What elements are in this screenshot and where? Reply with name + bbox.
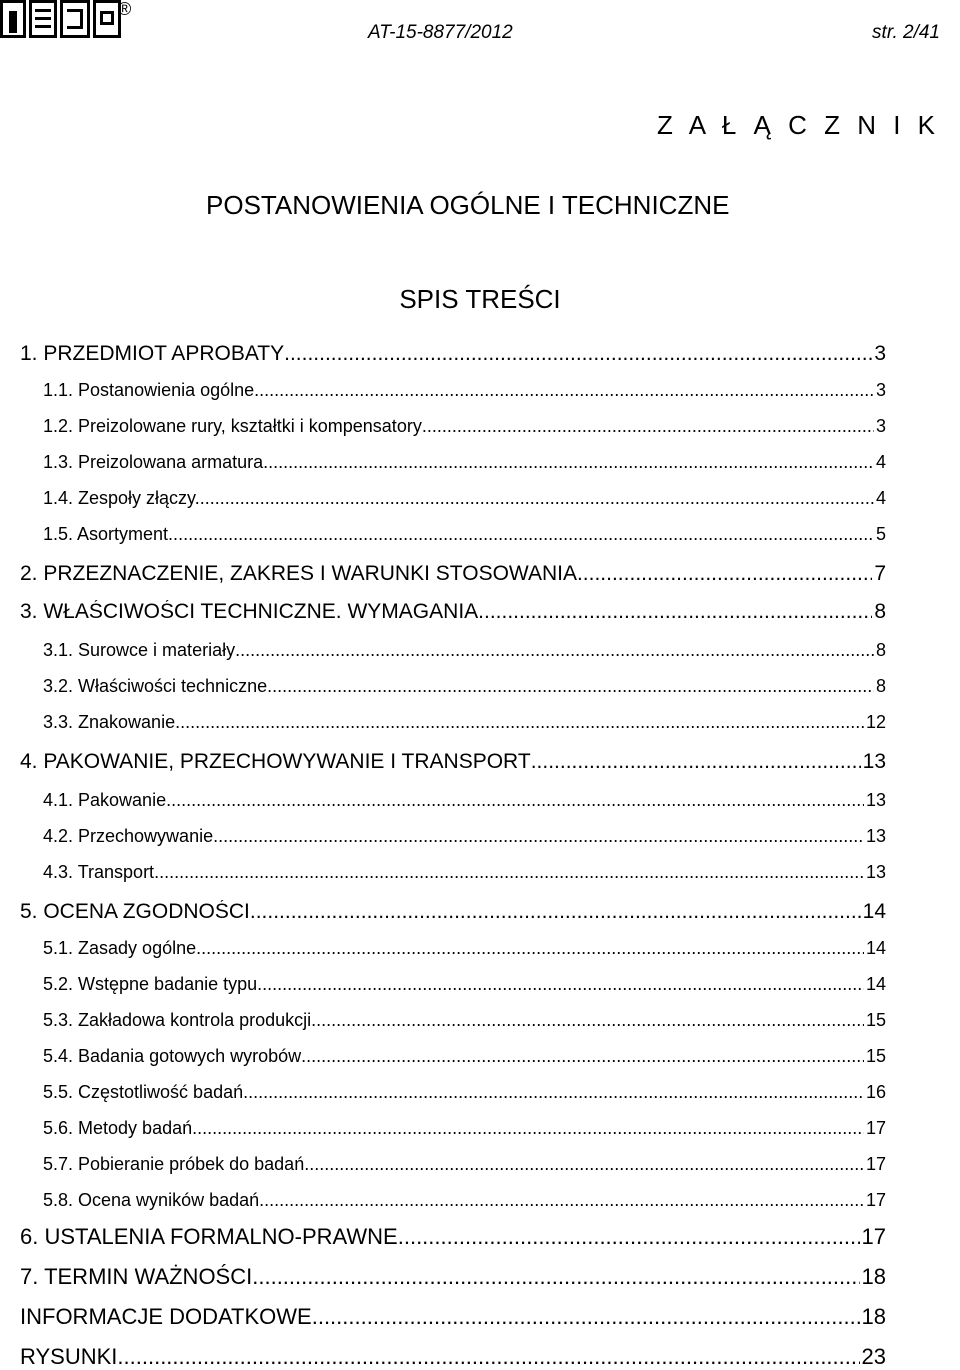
- itb-logo: [0, 0, 124, 44]
- toc-entry[interactable]: [43, 974, 886, 995]
- toc-entry[interactable]: [43, 1118, 886, 1139]
- toc-entry-page: 13: [865, 826, 886, 846]
- toc-entry[interactable]: [43, 862, 886, 883]
- toc-entry[interactable]: [20, 1344, 886, 1370]
- toc-entry-label: 3.1. Surowce i materiały: [43, 640, 236, 660]
- logo-letter-block: [29, 0, 57, 38]
- toc-entry[interactable]: [43, 640, 886, 661]
- toc-entry-page: 14: [865, 938, 886, 958]
- toc-entry-page: 17: [865, 1190, 886, 1210]
- toc-entry[interactable]: [20, 900, 886, 924]
- main-title: POSTANOWIENIA OGÓLNE I TECHNICZNE: [206, 190, 730, 220]
- toc-entry[interactable]: [43, 1082, 886, 1103]
- toc-entry[interactable]: [43, 488, 886, 509]
- toc-entry-label: 4.3. Transport: [43, 862, 155, 882]
- toc-entry-page: 14: [862, 900, 886, 923]
- toc-entry[interactable]: [43, 790, 886, 811]
- toc-entry-label: 5.8. Ocena wyników badań: [43, 1190, 260, 1210]
- toc-entry-label: 1.2. Preizolowane rury, kształtki i kompensatory: [43, 416, 422, 436]
- document-number: AT-15-8877/2012: [368, 22, 513, 43]
- toc-entry-label: 1.3. Preizolowana armatura: [43, 452, 264, 472]
- logo-letter-block: [60, 0, 90, 38]
- toc-entry-label: 5. OCENA ZGODNOŚCI: [20, 900, 250, 923]
- toc-entry[interactable]: [20, 1304, 886, 1330]
- toc-entry-label: 5.2. Wstępne badanie typu: [43, 974, 258, 994]
- toc-entry[interactable]: [43, 938, 886, 959]
- toc-entry-label: INFORMACJE DODATKOWE: [20, 1304, 312, 1329]
- toc-entry-label: 1.1. Postanowienia ogólne: [43, 380, 255, 400]
- toc-entry-label: 1.5. Asortyment..: [43, 524, 179, 544]
- toc-entry-label: 3. WŁAŚCIWOŚCI TECHNICZNE. WYMAGANIA: [20, 600, 479, 623]
- toc-entry-page: 16: [865, 1082, 886, 1102]
- registered-mark: ®: [118, 0, 132, 19]
- toc-entry[interactable]: [20, 600, 886, 624]
- toc-entry-page: 3: [874, 342, 886, 365]
- toc-entry-label: 6. USTALENIA FORMALNO-PRAWNE: [20, 1224, 398, 1249]
- toc-entry-page: 3: [875, 380, 886, 400]
- toc-entry-label: 5.4. Badania gotowych wyrobów: [43, 1046, 302, 1066]
- toc-entry-label: 5.5. Częstotliwość badań: [43, 1082, 244, 1102]
- toc-entry-page: 8: [874, 600, 886, 623]
- toc-entry-label: 4. PAKOWANIE, PRZECHOWYWANIE I TRANSPORT: [20, 750, 531, 773]
- toc-entry-page: 13: [862, 750, 886, 773]
- toc-entry-label: 3.3. Znakowanie: [43, 712, 176, 732]
- toc-entry-label: 3.2. Właściwości techniczne: [43, 676, 268, 696]
- toc-entry-page: 18: [861, 1304, 886, 1329]
- toc-entry[interactable]: [43, 1010, 886, 1031]
- toc-entry[interactable]: [43, 1190, 886, 1211]
- toc-entry-label: 2. PRZEZNACZENIE, ZAKRES I WARUNKI STOSOWANIA: [20, 562, 577, 585]
- toc-entry[interactable]: [20, 750, 886, 774]
- toc-entry-page: 12: [865, 712, 886, 732]
- toc-entry-page: 8: [875, 676, 886, 696]
- toc-entry[interactable]: [20, 1224, 886, 1250]
- toc-entry-label: 5.3. Zakładowa kontrola produkcji: [43, 1010, 312, 1030]
- toc-entry-page: 8: [875, 640, 886, 660]
- logo-letter-block: [0, 0, 26, 38]
- toc-entry[interactable]: [43, 524, 886, 545]
- toc-entry-label: 5.7. Pobieranie próbek do badań: [43, 1154, 305, 1174]
- toc-entry-page: 7: [874, 562, 886, 585]
- toc-entry-page: 17: [861, 1224, 886, 1249]
- toc-entry-page: 3: [875, 416, 886, 436]
- toc-entry-page: 15: [865, 1010, 886, 1030]
- toc-entry-page: 23: [861, 1344, 886, 1369]
- toc-entry-page: 4: [875, 488, 886, 508]
- toc-entry-page: 17: [865, 1118, 886, 1138]
- toc-entry[interactable]: [20, 562, 886, 586]
- toc-entry-page: 13: [865, 862, 886, 882]
- toc-entry-page: 18: [861, 1264, 886, 1289]
- toc-entry-label: 5.1. Zasady ogólne: [43, 938, 197, 958]
- logo-letter-block: [93, 0, 121, 38]
- annex-title: Z A Ł Ą C Z N I K: [657, 110, 940, 140]
- toc-entry-label: RYSUNKI: [20, 1344, 118, 1369]
- toc-entry[interactable]: [43, 416, 886, 437]
- toc-entry[interactable]: [43, 452, 886, 473]
- toc-entry-page: 15: [865, 1046, 886, 1066]
- page-number: str. 2/41: [872, 22, 940, 43]
- toc-entry-page: 5: [875, 524, 886, 544]
- toc-title: SPIS TREŚCI: [399, 284, 561, 314]
- toc-entry-label: 5.6. Metody badań: [43, 1118, 193, 1138]
- toc-entry-label: 4.2. Przechowywanie: [43, 826, 214, 846]
- toc-entry-page: 4: [875, 452, 886, 472]
- toc-entry[interactable]: [43, 1154, 886, 1175]
- toc-entry-label: 7. TERMIN WAŻNOŚCI: [20, 1264, 253, 1289]
- toc-entry[interactable]: [43, 712, 886, 733]
- toc-entry[interactable]: [43, 676, 886, 697]
- toc-entry-page: 17: [865, 1154, 886, 1174]
- toc-entry[interactable]: [20, 342, 886, 366]
- toc-entry-label: 1.4. Zespoły złączy..: [43, 488, 205, 508]
- toc-entry[interactable]: [43, 826, 886, 847]
- toc-entry-page: 14: [865, 974, 886, 994]
- toc-entry-label: 1. PRZEDMIOT APROBATY: [20, 342, 285, 365]
- toc-entry-label: 4.1. Pakowanie: [43, 790, 167, 810]
- toc-entry[interactable]: [20, 1264, 886, 1290]
- toc-entry[interactable]: [43, 380, 886, 401]
- toc-entry[interactable]: [43, 1046, 886, 1067]
- toc-entry-page: 13: [865, 790, 886, 810]
